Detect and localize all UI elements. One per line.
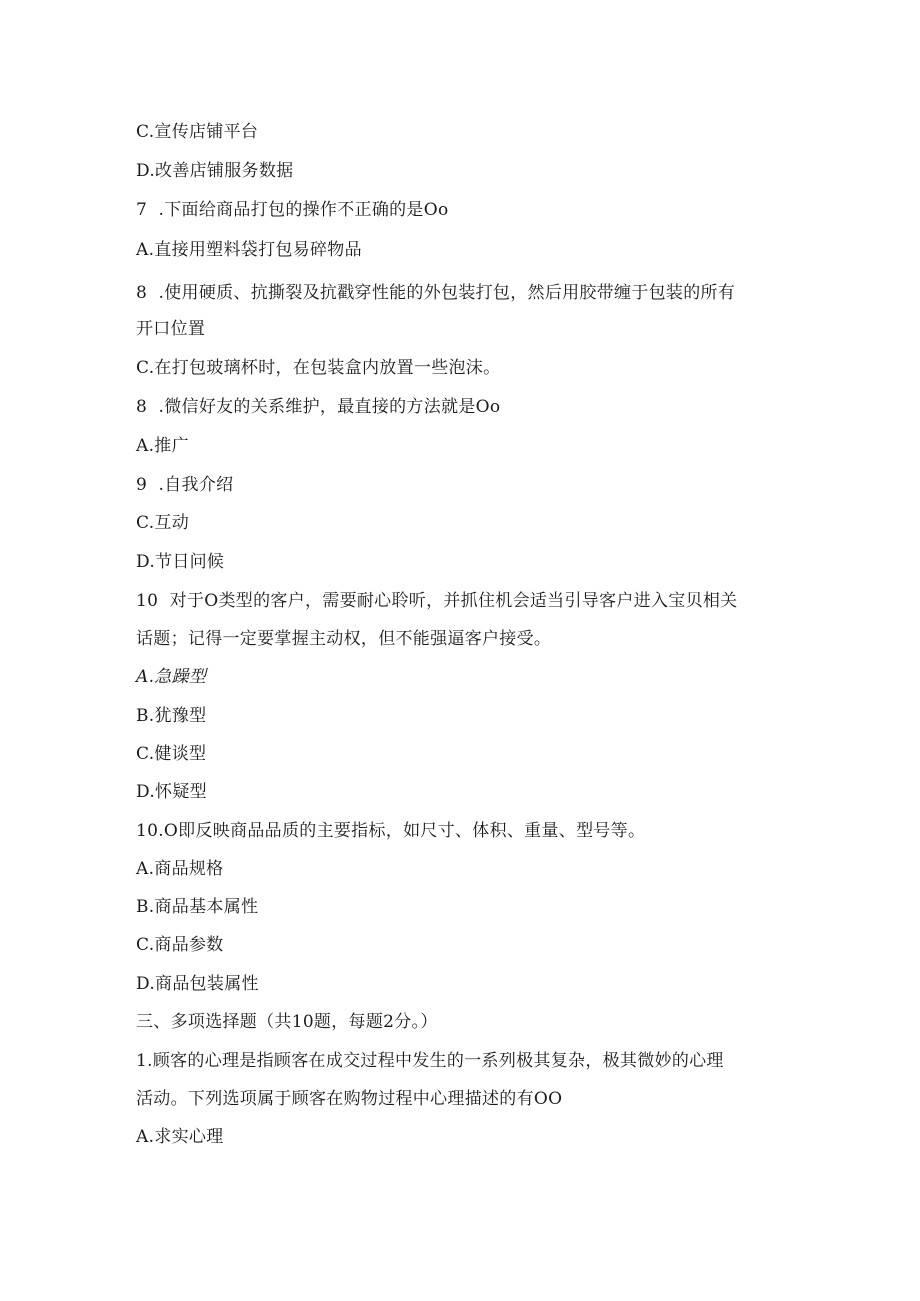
option-b-continuation: 开口位置 — [136, 319, 206, 339]
question-7: 7 .下面给商品打包的操作不正确的是Oo — [136, 200, 449, 220]
option-c-talkative-type: C.健谈型 — [136, 744, 207, 764]
question-10-continuation: 话题；记得一定要掌握主动权，但不能强逼客户接受。 — [136, 629, 552, 649]
option-b-self-introduction: 9 .自我介绍 — [136, 475, 234, 495]
option-a-product-spec: A.商品规格 — [136, 859, 224, 879]
option-b-hesitant-type: B.犹豫型 — [136, 706, 207, 726]
question-1-customer-psychology: 1.顾客的心理是指顾客在成交过程中发生的一系列极其复杂，极其微妙的心理 — [136, 1051, 724, 1071]
option-a-plastic-bag-fragile: A.直接用塑料袋打包易碎物品 — [136, 240, 362, 260]
option-c-promote-shop-platform: C.宣传店铺平台 — [136, 122, 259, 142]
section-heading-multiple-choice: 三、多项选择题（共10题，每题2分。） — [136, 1012, 438, 1032]
question-1-continuation: 活动。下列选项属于顾客在购物过程中心理描述的有OO — [136, 1089, 563, 1109]
question-10-product-quality: 10.O即反映商品品质的主要指标，如尺寸、体积、重量、型号等。 — [136, 821, 646, 841]
option-c-interaction: C.互动 — [136, 513, 190, 533]
option-c-glass-cup-foam: C.在打包玻璃杯时，在包装盒内放置一些泡沫。 — [136, 358, 501, 378]
option-b-product-basic-attributes: B.商品基本属性 — [136, 897, 259, 917]
question-8-wechat: 8 .微信好友的关系维护，最直接的方法就是Oo — [136, 397, 501, 417]
option-a-practical-mindset: A.求实心理 — [136, 1127, 224, 1147]
option-d-improve-shop-service-data: D.改善店铺服务数据 — [136, 161, 294, 181]
option-a-impatient-type: A.急躁型 — [136, 667, 207, 687]
option-d-suspicious-type: D.怀疑型 — [136, 782, 207, 802]
question-10-customer-type: 10 对于O类型的客户，需要耐心聆听，并抓住机会适当引导客户进入宝贝相关 — [136, 591, 738, 611]
option-d-holiday-greeting: D.节日问候 — [136, 552, 225, 572]
option-b-hard-packaging: 8 .使用硬质、抗撕裂及抗戳穿性能的外包装打包，然后用胶带缠于包装的所有 — [136, 283, 736, 303]
option-c-product-parameters: C.商品参数 — [136, 935, 224, 955]
option-a-promotion: A.推广 — [136, 436, 189, 456]
option-d-product-packaging-attributes: D.商品包装属性 — [136, 974, 259, 994]
